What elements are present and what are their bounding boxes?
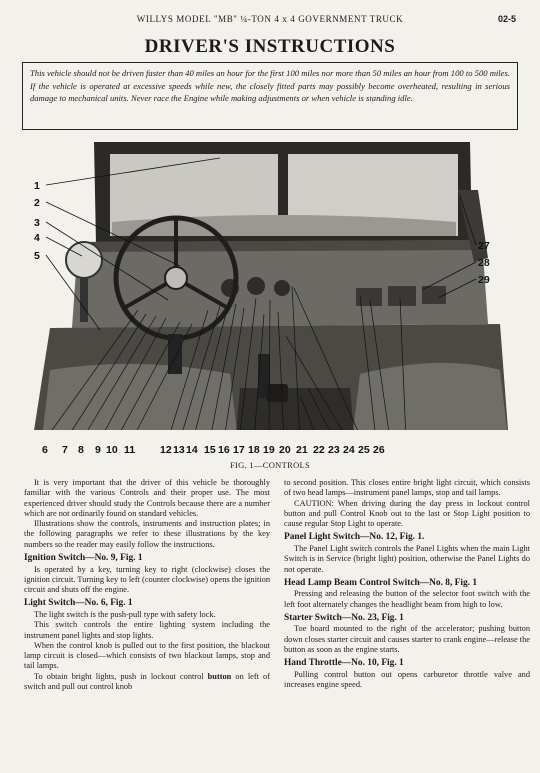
intro-paragraph-1: It is very important that the driver of this vehicle be thoroughly familiar with the various Controls and their proper use. The most experienced driver should study the Controls because there are a number which are not ordinarily found on standard vehicles.	[24, 478, 270, 518]
speed-warning-box: This vehicle should not be driven faster than 40 miles an hour for the first 100 miles nor more than 50 miles an hour from 100 to 500 miles. If the vehicle is operated at excessive speeds while new, the closely fitted parts may possibly become overheated, resulting in serious damage to mechanical units. Never race the Engine while making adjustments or when vehicle is standing idle.	[22, 62, 518, 130]
callout-10: 10	[106, 444, 118, 456]
callout-22: 22	[313, 444, 325, 456]
callout-11: 11	[124, 444, 136, 456]
starter-switch-heading: Starter Switch—No. 23, Fig. 1	[284, 612, 404, 623]
callout-23: 23	[328, 444, 340, 456]
callout-21: 21	[296, 444, 308, 456]
panel-light-text: The Panel Light switch controls the Panel Lights when the main Light Switch is in Service (bright light) position, otherwise the Panel Lights do not operate.	[284, 543, 530, 574]
callout-27: 27	[478, 240, 490, 252]
beam-control-heading: Head Lamp Beam Control Switch—No. 8, Fig. 1	[284, 577, 478, 588]
ignition-switch-text: Is operated by a key, turning key to right (clockwise) closes the ignition circuit. Turning key to left (counter clockwise) opens the ignition circuit and shuts off the engine.	[24, 564, 270, 595]
panel-light-heading: Panel Light Switch—No. 12, Fig. 1.	[284, 532, 425, 543]
callout-17: 17	[233, 444, 245, 456]
light-text-4-bold: button	[207, 671, 232, 681]
callout-25: 25	[358, 444, 370, 456]
light-switch-heading: Light Switch—No. 6, Fig. 1	[24, 598, 133, 609]
callout-6: 6	[42, 444, 48, 456]
page-number: 02-5	[497, 14, 516, 24]
callout-3: 3	[34, 217, 40, 229]
callout-13: 13	[173, 444, 185, 456]
callout-7: 7	[62, 444, 68, 456]
callout-1: 1	[34, 180, 40, 192]
light-switch-text-2: This switch controls the entire lighting system including the instrument panel lights and stop lights.	[24, 620, 270, 640]
callout-29: 29	[478, 274, 490, 286]
figure-caption: FIG. 1—CONTROLS	[229, 460, 311, 470]
starter-switch-text: Toe board mounted to the right of the accelerator; pushing button down closes starter circuit and causes starter to crank engine—release the button as soon as the engine starts.	[284, 624, 530, 655]
callout-9: 9	[95, 444, 101, 456]
callout-19: 19	[263, 444, 275, 456]
callout-5: 5	[34, 250, 40, 262]
callout-16: 16	[218, 444, 230, 456]
callout-15: 15	[204, 444, 216, 456]
callout-18: 18	[248, 444, 260, 456]
callout-24: 24	[343, 444, 355, 456]
light-text-4b: on left of switch and pull out control knob	[24, 671, 270, 692]
hand-throttle-text: Pulling control button out opens carburetor throttle valve and increases engine speed.	[284, 669, 530, 690]
jeep-dashboard-illustration	[30, 138, 510, 456]
running-header-title: WILLYS MODEL "MB" ¼-TON 4 x 4 GOVERNMENT TRUCK	[136, 14, 404, 24]
page-header	[0, 14, 540, 28]
callout-12: 12	[160, 444, 172, 456]
callout-14: 14	[186, 444, 198, 456]
callout-26: 26	[373, 444, 385, 456]
light-switch-text-4	[24, 672, 270, 693]
intro-paragraph-2: Illustrations show the controls, instruments and instruction plates; in the following paragraphs we refer to these illustrations by the key numbers so the reader may easily follow the instructions.	[24, 519, 270, 549]
light-switch-text-3: When the control knob is pulled out to the first position, the blackout lamp circuit is closed—which consists of two blackout lamps, stop and tail lamps.	[24, 640, 270, 671]
callout-28: 28	[478, 257, 490, 269]
callout-4: 4	[34, 232, 40, 244]
light-switch-text-1: The light switch is the push-pull type with safety lock.	[34, 609, 216, 619]
controls-figure	[30, 138, 510, 456]
caution-paragraph: CAUTION: When driving during the day press in lockout control button and pull Control Knob out to the last or Stop Light position to cause regular Stop Light to operate.	[284, 498, 530, 529]
beam-control-text: Pressing and releasing the button of the selector foot switch with the left foot alternately changes the headlight beam from high to low.	[284, 589, 530, 609]
hand-throttle-heading: Hand Throttle—No. 10, Fig. 1	[284, 658, 404, 669]
callout-2: 2	[34, 197, 40, 209]
right-column	[284, 478, 530, 690]
light-text-4a: To obtain bright lights, push in lockout control	[34, 671, 204, 681]
callout-8: 8	[78, 444, 84, 456]
page-title: DRIVER'S INSTRUCTIONS	[144, 36, 396, 57]
left-column	[24, 478, 270, 692]
light-switch-continued: to second position. This closes entire bright light circuit, which consists of two head lamps—instrument panel lamps, stop and tail lamps.	[284, 478, 530, 498]
callout-20: 20	[279, 444, 291, 456]
ignition-switch-heading: Ignition Switch—No. 9, Fig. 1	[24, 553, 143, 564]
